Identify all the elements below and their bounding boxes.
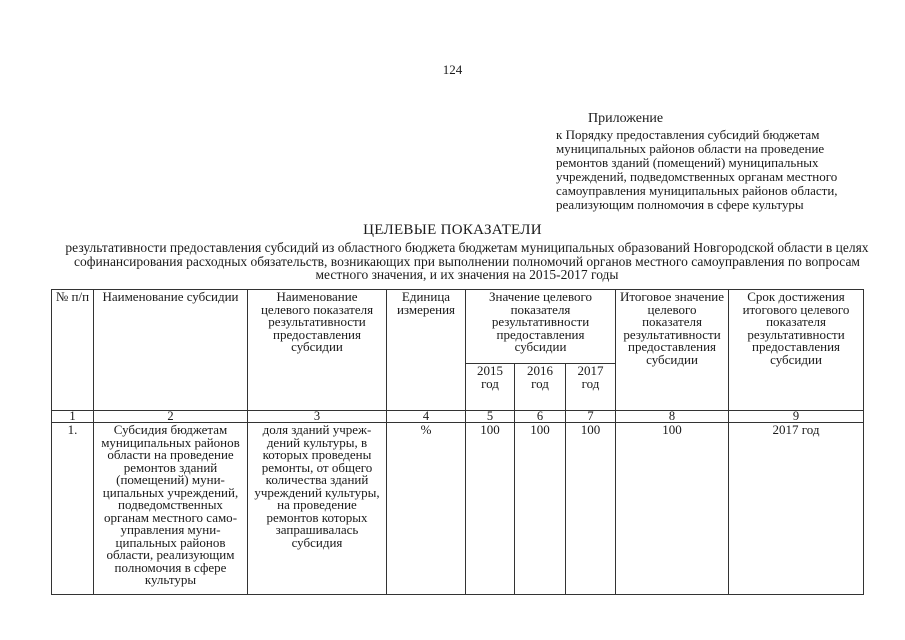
header-unit: Единица измерения [387, 290, 466, 411]
row-value-2015: 100 [466, 423, 515, 595]
column-number: 4 [387, 411, 466, 423]
document-subtitle: результативности предоставления субсидий из областного бюджета бюджетам муниципальных образований Новгородской области в целях софинансирования расходных обязательств, возникающих при выполнении полномочий органов местного самоуправления по вопросам местного значения, и их значения на 2015-2017 годы [65, 240, 869, 282]
column-number-row [52, 411, 864, 423]
row-value-2016: 100 [515, 423, 566, 595]
row-final-value: 100 [616, 423, 729, 595]
column-number: 7 [566, 411, 616, 423]
row-indicator-name: доля зданий учреждений культуры, в которых проведены ремонты, от общего количества зданий учреждений культуры, на проведение ремонтов которых запрашивалась субсидия [248, 423, 387, 595]
column-number: 1 [52, 411, 94, 423]
row-num: 1. [52, 423, 94, 595]
column-number: 8 [616, 411, 729, 423]
header-year-2016: 2016 год [515, 364, 566, 411]
table-row [52, 423, 864, 595]
header-num: № п/п [52, 290, 94, 411]
column-number: 6 [515, 411, 566, 423]
appendix-text: к Порядку предоставления субсидий бюджетам муниципальных районов области на проведение ремонтов зданий (помещений) муниципальных учреждений, подведомственных органам местного самоуправления муниципальных районов области, реализующим полномочия в сфере культуры [556, 127, 838, 212]
column-number: 2 [94, 411, 248, 423]
row-value-2017: 100 [566, 423, 616, 595]
header-indicator-name: Наименование целевого показателя результативности предоставления субсидии [248, 290, 387, 411]
indicators-table [51, 289, 864, 595]
header-final-value: Итоговое значение целевого показателя результативности предоставления субсидии [616, 290, 729, 411]
appendix-title: Приложение [588, 111, 664, 126]
column-number: 3 [248, 411, 387, 423]
header-year-2015: 2015 год [466, 364, 515, 411]
row-subsidy-name: Субсидия бюджетам муниципальных районов области на проведение ремонтов зданий (помещений) муниципальных учреждений, подведомственных органам местного самоуправления муниципальных районов области, реализующим полномочия в сфере культуры [94, 423, 248, 595]
header-subsidy-name: Наименование субсидии [94, 290, 248, 411]
header-value-group: Значение целевого показателя результативности предоставления субсидии [466, 290, 616, 364]
document-title: ЦЕЛЕВЫЕ ПОКАЗАТЕЛИ [363, 222, 542, 238]
column-number: 5 [466, 411, 515, 423]
row-deadline: 2017 год [729, 423, 864, 595]
header-deadline: Срок достижения итогового целевого показателя результативности предоставления субсидии [729, 290, 864, 411]
header-year-2017: 2017 год [566, 364, 616, 411]
page-number: 124 [442, 62, 463, 77]
column-number: 9 [729, 411, 864, 423]
row-unit: % [387, 423, 466, 595]
table-header-row [52, 290, 864, 364]
